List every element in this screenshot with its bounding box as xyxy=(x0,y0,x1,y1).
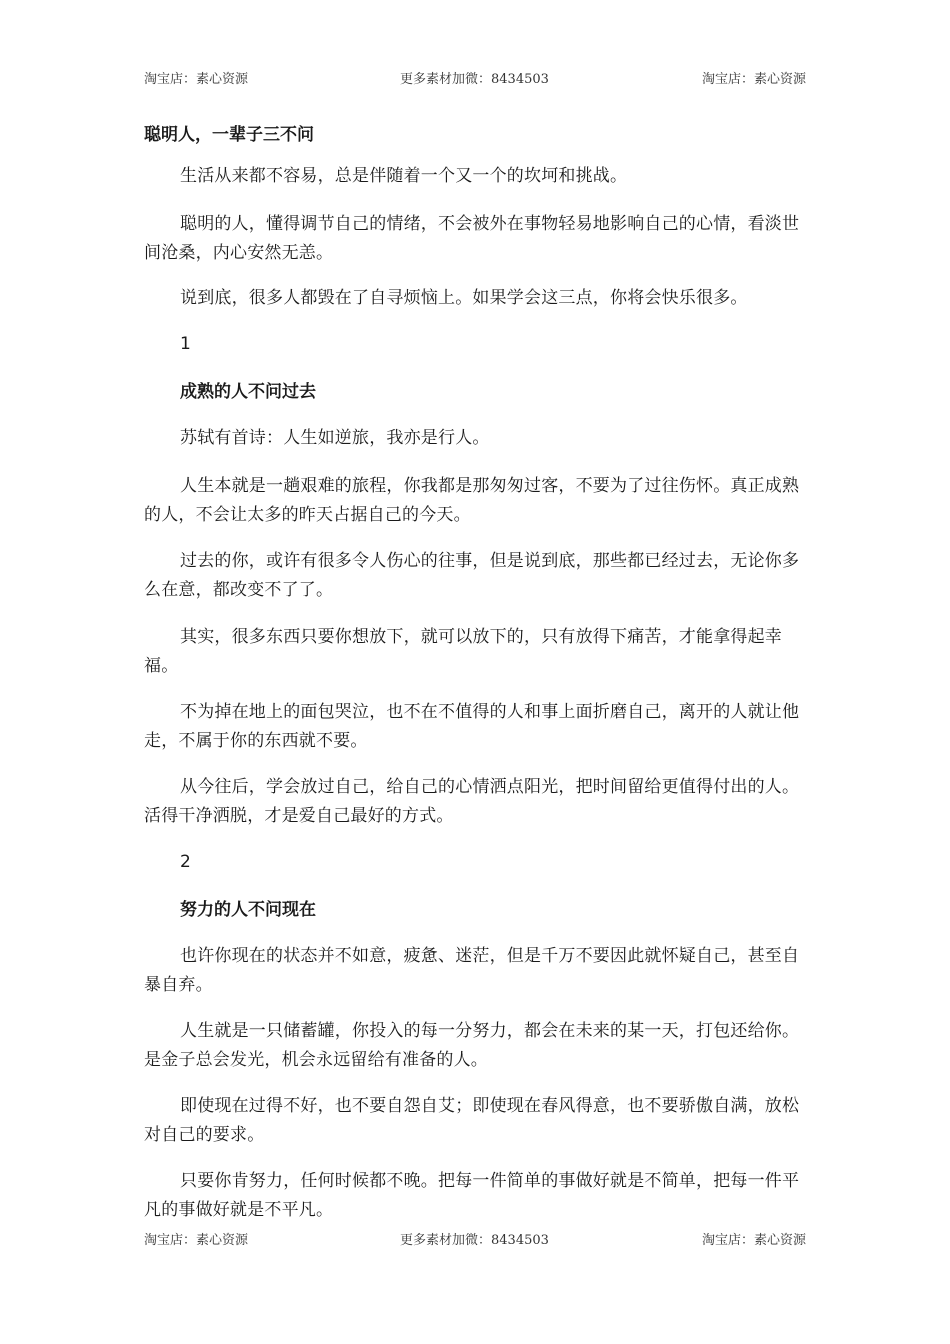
section-paragraph: 人生本就是一趟艰难的旅程，你我都是那匆匆过客，不要为了过往伤怀。真正成熟的人，不会让太多的昨天占据自己的今天。 xyxy=(144,476,800,525)
section-paragraph: 从今往后，学会放过自己，给自己的心情洒点阳光，把时间留给更值得付出的人。活得干净洒脱，才是爱自己最好的方式。 xyxy=(144,777,800,826)
header-right-text: 淘宝店：素心资源 xyxy=(701,72,806,87)
article-title: 聪明人，一辈子三不问 xyxy=(144,125,314,145)
footer-right-text: 淘宝店：素心资源 xyxy=(701,1233,806,1248)
header-left-text: 淘宝店：素心资源 xyxy=(144,72,249,87)
section-paragraph: 苏轼有首诗：人生如逆旅，我亦是行人。 xyxy=(180,428,490,448)
section-heading: 努力的人不问现在 xyxy=(180,900,316,920)
footer-center-text: 更多素材加微：8434503 xyxy=(400,1233,549,1248)
section-paragraph: 其实，很多东西只要你想放下，就可以放下的，只有放得下痛苦，才能拿得起幸福。 xyxy=(144,627,782,676)
page-header xyxy=(144,68,806,90)
section-paragraph: 即使现在过得不好，也不要自怨自艾；即使现在春风得意，也不要骄傲自满，放松对自己的要求。 xyxy=(144,1096,800,1145)
section-paragraph: 不为掉在地上的面包哭泣，也不在不值得的人和事上面折磨自己，离开的人就让他走，不属于你的东西就不要。 xyxy=(144,702,800,751)
section-number: 2 xyxy=(180,852,191,872)
section-paragraph: 也许你现在的状态并不如意，疲惫、迷茫，但是千万不要因此就怀疑自己，甚至自暴自弃。 xyxy=(144,946,800,995)
section-paragraph: 只要你肯努力，任何时候都不晚。把每一件简单的事做好就是不简单，把每一件平凡的事做好就是不平凡。 xyxy=(144,1171,800,1220)
section-number: 1 xyxy=(180,334,191,354)
intro-paragraph: 说到底，很多人都毁在了自寻烦恼上。如果学会这三点，你将会快乐很多。 xyxy=(180,288,748,308)
section-paragraph: 人生就是一只储蓄罐，你投入的每一分努力，都会在未来的某一天，打包还给你。是金子总会发光，机会永远留给有准备的人。 xyxy=(144,1021,800,1070)
section-paragraph: 过去的你，或许有很多令人伤心的往事，但是说到底，那些都已经过去，无论你多么在意，都改变不了了。 xyxy=(144,551,800,600)
page-footer xyxy=(144,1229,806,1251)
intro-paragraph: 聪明的人，懂得调节自己的情绪，不会被外在事物轻易地影响自己的心情，看淡世间沧桑，内心安然无恙。 xyxy=(144,214,800,263)
header-center-text: 更多素材加微：8434503 xyxy=(400,72,549,87)
intro-paragraph: 生活从来都不容易，总是伴随着一个又一个的坎坷和挑战。 xyxy=(180,166,628,186)
footer-left-text: 淘宝店：素心资源 xyxy=(144,1233,249,1248)
section-heading: 成熟的人不问过去 xyxy=(180,382,316,402)
